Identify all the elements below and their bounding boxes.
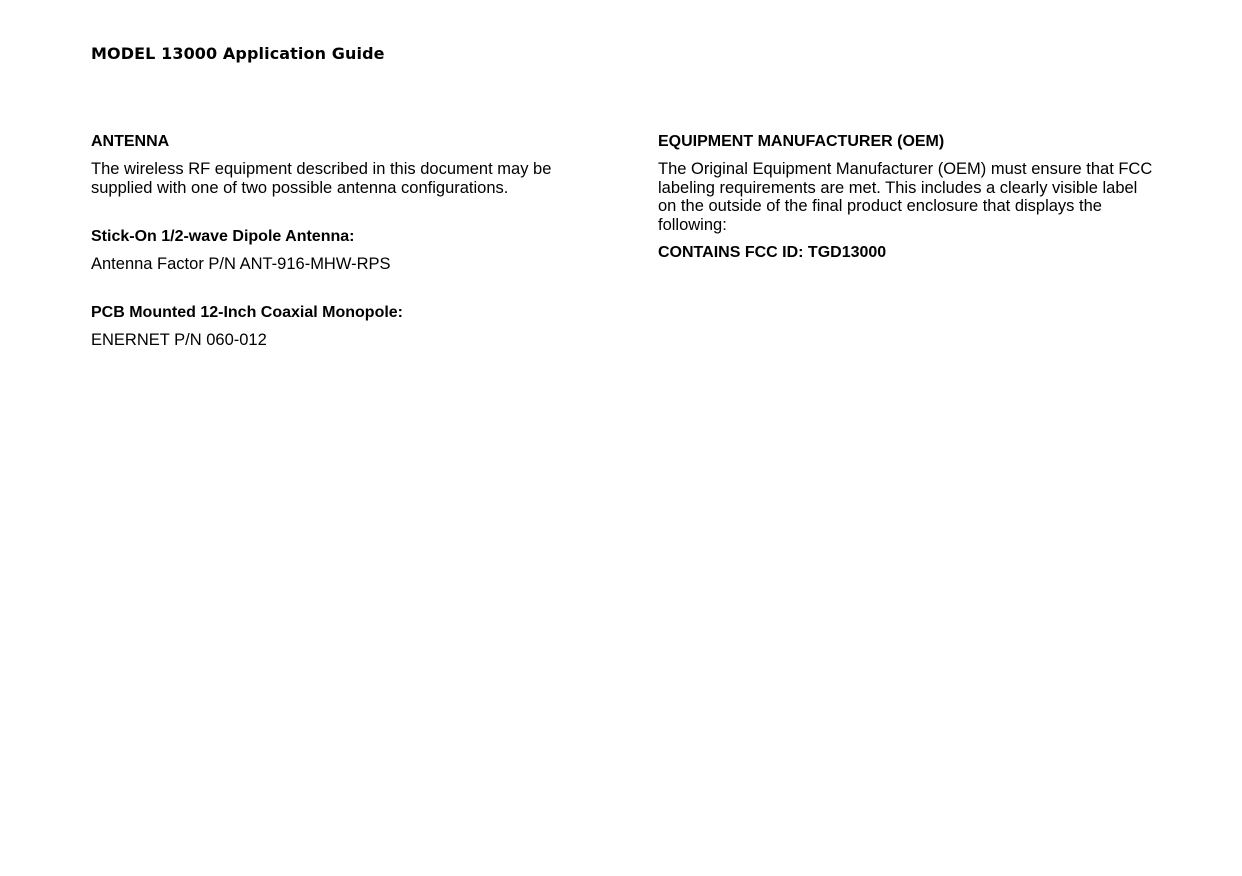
antenna-heading: ANTENNA: [91, 133, 170, 150]
monopole-heading: PCB Mounted 12-Inch Coaxial Monopole:: [91, 303, 404, 321]
oem-section: [658, 133, 1158, 262]
dipole-heading: Stick-On 1/2-wave Dipole Antenna:: [91, 228, 355, 245]
fcc-id-value: TGD13000: [807, 244, 887, 261]
monopole-part-number: ENERNET P/N 060-012: [91, 330, 267, 349]
left-column: [91, 133, 581, 349]
right-column: [658, 133, 1158, 262]
fcc-id-label: CONTAINS FCC ID:: [658, 244, 804, 261]
antenna-description: The wireless RF equipment described in this document may be supplied with one of two possible antenna configurations.: [91, 160, 552, 197]
antenna-section: [91, 133, 581, 197]
monopole-section: [91, 304, 581, 350]
document-title: MODEL 13000 Application Guide: [91, 44, 385, 63]
fcc-id-line: [658, 244, 1158, 262]
dipole-section: [91, 228, 581, 274]
dipole-part-number: Antenna Factor P/N ANT-916-MHW-RPS: [91, 255, 391, 273]
oem-heading: EQUIPMENT MANUFACTURER (OEM): [658, 133, 945, 150]
oem-description: The Original Equipment Manufacturer (OEM) must ensure that FCC labeling requirements are met. This includes a clearly visible label on the outside of the final product enclosure that displays the following:: [658, 160, 1153, 234]
